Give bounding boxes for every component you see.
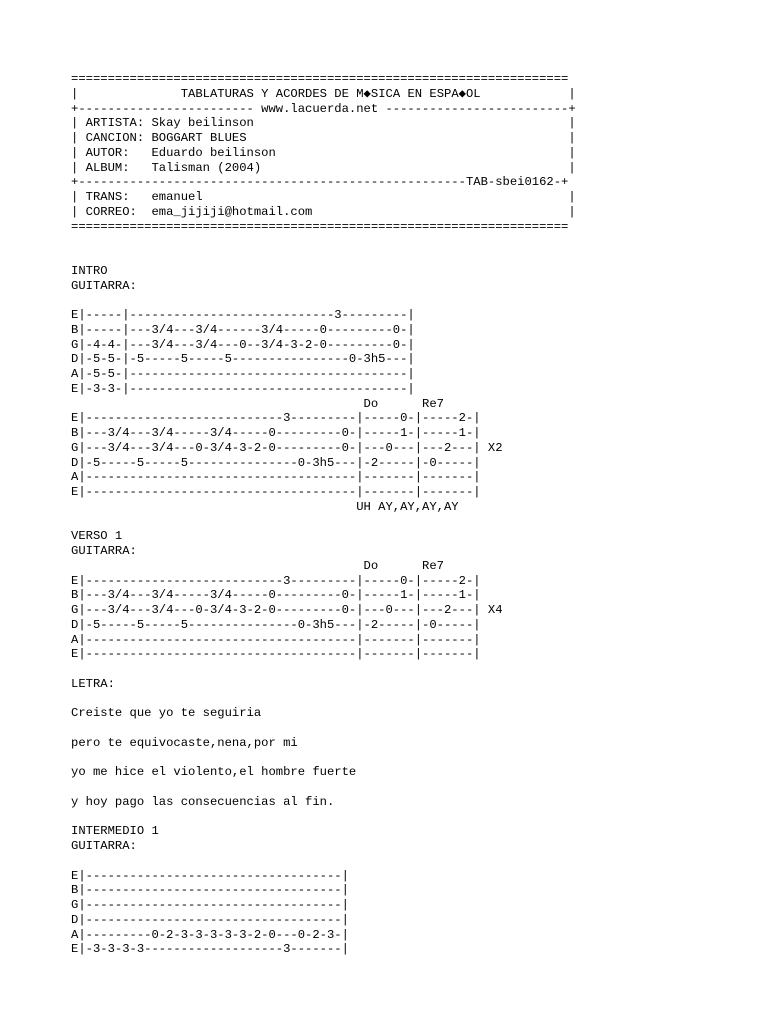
text-line: E|-----------------------------------| [71, 868, 349, 883]
text-line: | TRANS: emanuel | [71, 190, 576, 204]
text-line: G|-4-4-|---3/4---3/4---0--3/4-3-2-0---------0-| [71, 337, 415, 352]
text-line: GUITARRA: [71, 544, 137, 558]
text-line: | TABLATURAS Y ACORDES DE M◆SICA EN ESPA◆OL | [71, 86, 576, 101]
text-line: G|---3/4---3/4---0-3/4-3-2-0---------0-|---0---|---2---| X2 [71, 440, 503, 455]
text-line [71, 780, 751, 795]
text-line: E|-----|----------------------------3---------| [71, 308, 415, 322]
text-line: | AUTOR: Eduardo beilinson | [71, 145, 576, 160]
text-line: B|-----------------------------------| [71, 883, 349, 898]
text-line: | ARTISTA: Skay beilinson | [71, 116, 576, 131]
text-line: GUITARRA: [71, 839, 137, 853]
text-line: E|-------------------------------------|-------|-------| [71, 647, 481, 662]
text-line: Do Re7 [71, 396, 444, 411]
text-line: yo me hice el violento,el hombre fuerte [71, 765, 357, 780]
text-line [71, 810, 751, 825]
text-line: A|-5-5-|--------------------------------------| [71, 367, 415, 381]
text-line: UH AY,AY,AY,AY [71, 499, 459, 514]
text-line: pero te equivocaste,nena,por mi [71, 735, 298, 750]
text-line: Do Re7 [71, 558, 444, 573]
text-line: y hoy pago las consecuencias al fin. [71, 794, 335, 809]
text-line: E|---------------------------3---------|-----0-|-----2-| [71, 573, 481, 588]
text-line: | ALBUM: Talisman (2004) | [71, 160, 576, 175]
text-line: E|---------------------------3---------|-----0-|-----2-| [71, 411, 481, 426]
text-line [71, 515, 751, 530]
text-line: ==================================================================== [71, 72, 569, 86]
text-line: G|-----------------------------------| [71, 898, 349, 912]
text-line: D|-5-5-|-5-----5-----5----------------0-3h5---| [71, 352, 415, 367]
text-line: A|-------------------------------------|-------|-------| [71, 470, 481, 485]
text-line: D|-5-----5-----5---------------0-3h5---|-2-----|-0-----| [71, 455, 481, 470]
text-line: D|-----------------------------------| [71, 912, 349, 927]
text-line: A|---------0-2-3-3-3-3-3-2-0---0-2-3-| [71, 927, 349, 942]
text-line: B|---3/4---3/4-----3/4-----0---------0-|-----1-|-----1-| [71, 426, 481, 440]
text-line: ==================================================================== [71, 219, 569, 234]
text-line: VERSO 1 [71, 529, 123, 544]
text-line: A|-------------------------------------|-------|-------| [71, 632, 481, 647]
text-line [71, 662, 751, 677]
text-line: E|-3-3-|--------------------------------------| [71, 381, 415, 396]
tab-document [71, 72, 751, 957]
text-line: G|---3/4---3/4---0-3/4-3-2-0---------0-|---0---|---2---| X4 [71, 603, 503, 617]
text-line: GUITARRA: [71, 278, 137, 293]
text-line [71, 692, 751, 707]
text-line [71, 854, 751, 869]
text-line: D|-5-----5-----5---------------0-3h5---|-2-----|-0-----| [71, 617, 481, 632]
text-line [71, 249, 751, 264]
text-line: | CORREO: ema_jijiji@hotmail.com | [71, 204, 576, 219]
text-line: INTERMEDIO 1 [71, 824, 159, 839]
text-line [71, 234, 751, 249]
text-line: E|-3-3-3-3-------------------3-------| [71, 942, 349, 957]
text-line [71, 721, 751, 736]
text-line: E|-------------------------------------|-------|-------| [71, 485, 481, 499]
text-line: LETRA: [71, 676, 115, 691]
text-line: +-----------------------------------------------------TAB-sbei0162-+ [71, 175, 569, 190]
text-line: | CANCION: BOGGART BLUES | [71, 131, 576, 145]
text-line: INTRO [71, 263, 108, 278]
text-line: Creiste que yo te seguiria [71, 706, 262, 721]
text-line: B|-----|---3/4---3/4------3/4-----0---------0-| [71, 322, 415, 337]
text-line [71, 751, 751, 766]
text-line: B|---3/4---3/4-----3/4-----0---------0-|-----1-|-----1-| [71, 588, 481, 603]
text-line: +------------------------ www.lacuerda.net -------------------------+ [71, 101, 576, 116]
text-line [71, 293, 751, 308]
